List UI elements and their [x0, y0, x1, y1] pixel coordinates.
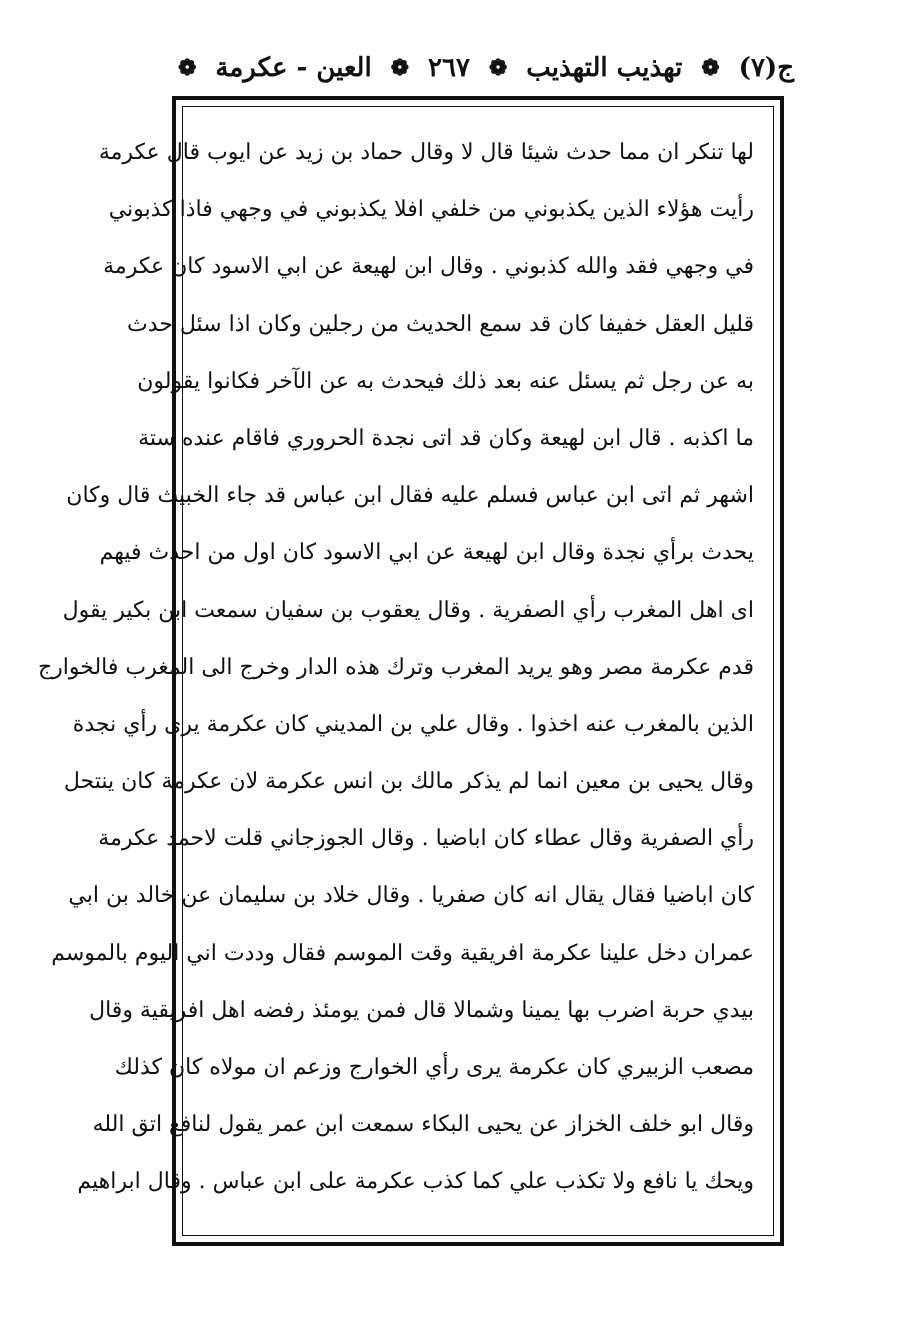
- text-line: اشهر ثم اتى ابن عباس فسلم عليه فقال ابن عباس قد جاء الخبيث قال وكان: [66, 483, 754, 509]
- text-line: عمران دخل علينا عكرمة افريقية وقت الموسم فقال وددت اني اليوم بالموسم: [51, 940, 754, 966]
- text-line: الذين بالمغرب عنه اخذوا . وقال علي بن المديني كان عكرمة يرى رأي نجدة: [72, 711, 754, 737]
- text-line: اى اهل المغرب رأي الصفرية . وقال يعقوب بن سفيان سمعت ابن بكير يقول: [62, 597, 754, 623]
- text-line: كان اباضيا فقال يقال انه كان صفريا . وقال خلاد بن سليمان عن خالد بن ابي: [68, 883, 754, 909]
- running-header: [172, 42, 794, 94]
- text-line: ما اكذبه . قال ابن لهيعة وكان قد اتى نجدة الحروري فاقام عنده ستة: [138, 425, 754, 451]
- text-line: في وجهي فقد والله كذبوني . وقال ابن لهيعة عن ابي الاسود كان عكرمة: [103, 254, 754, 280]
- text-line: ويحك يا نافع ولا تكذب علي كما كذب عكرمة على ابن عباس . وقال ابراهيم: [77, 1169, 754, 1195]
- text-line: مصعب الزبيري كان عكرمة يرى رأي الخوارج وزعم ان مولاه كان كذلك: [114, 1055, 754, 1080]
- text-line: رأي الصفرية وقال عطاء كان اباضيا . وقال الجوزجاني قلت لاحمد عكرمة: [98, 826, 754, 852]
- text-line: يحدث برأي نجدة وقال ابن لهيعة عن ابي الاسود كان اول من احدث فيهم: [99, 540, 754, 566]
- text-line: به عن رجل ثم يسئل عنه بعد ذلك فيحدث به عن الآخر فكانوا يقولون: [137, 368, 754, 394]
- text-line: وقال يحيى بن معين انما لم يذكر مالك بن انس عكرمة لان عكرمة كان ينتحل: [63, 769, 754, 795]
- text-line: قليل العقل خفيفا كان قد سمع الحديث من رجلين وكان اذا سئل حدث: [127, 311, 754, 337]
- ornament-icon: ❁: [178, 55, 197, 81]
- book-title: تهذيب التهذيب: [526, 53, 683, 83]
- body-text: [37, 124, 754, 1211]
- volume-number: ج(٧): [738, 53, 794, 83]
- text-line: قدم عكرمة مصر وهو يريد المغرب وترك هذه الدار وخرج الى المغرب فالخوارج: [37, 654, 754, 680]
- text-line: وقال ابو خلف الخزاز عن يحيى البكاء سمعت ابن عمر يقول لنافع اتق الله: [92, 1112, 754, 1138]
- text-line: لها تنكر ان مما حدث شيئا قال لا وقال حماد بن زيد عن ايوب قال عكرمة: [98, 140, 754, 165]
- section-title: العين - عكرمة: [215, 53, 372, 83]
- text-frame: [37, 96, 784, 1246]
- page-number: ٢٦٧: [428, 53, 470, 83]
- text-line: بيدي حربة اضرب بها يمينا وشمالا قال فمن يومئذ رفضه اهل افريقية وقال: [89, 997, 754, 1023]
- ornament-icon: ❁: [488, 55, 508, 81]
- ornament-icon: ❁: [701, 55, 720, 81]
- text-line: رأيت هؤلاء الذين يكذبوني من خلفي افلا يكذبوني في وجهي فاذا كذبوني: [108, 197, 754, 223]
- ornament-icon: ❁: [390, 55, 410, 81]
